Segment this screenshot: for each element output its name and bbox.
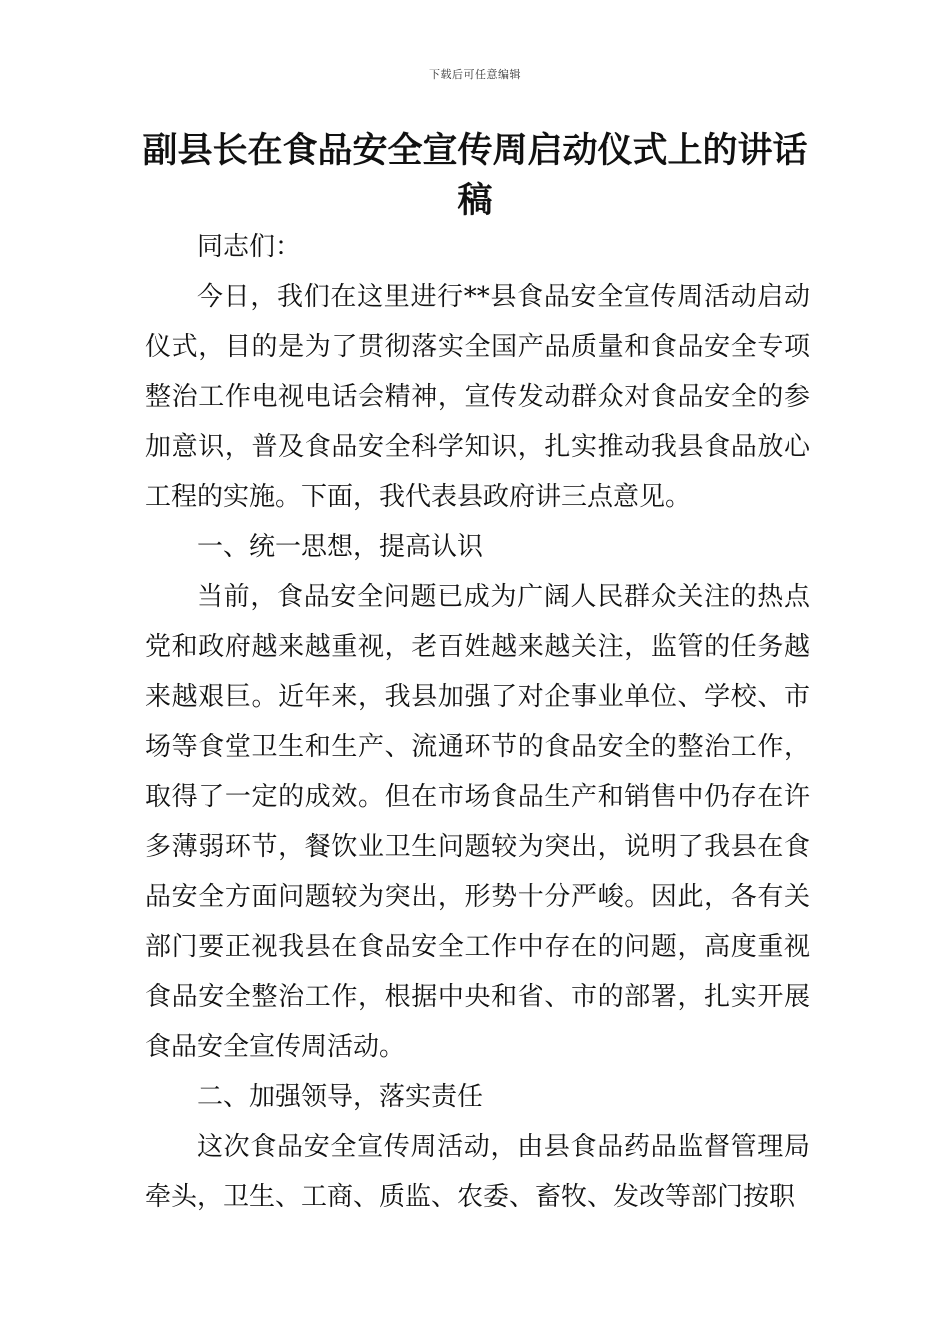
header-note: 下载后可任意编辑 — [429, 68, 521, 81]
document-body — [145, 222, 810, 1222]
greeting: 同志们： — [197, 232, 302, 262]
paragraph-section-2: 这次食品安全宣传周活动，由县食品药品监督管理局牵头，卫生、工商、质监、农委、畜牧、发改等部门按职 — [145, 1132, 810, 1212]
document-title: 副县长在食品安全宣传周启动仪式上的讲话稿 — [142, 131, 808, 221]
section-heading-2: 二、加强领导，落实责任 — [197, 1082, 484, 1112]
paragraph-intro: 今日，我们在这里进行**县食品安全宣传周活动启动仪式，目的是为了贯彻落实全国产品质量和食品安全专项整治工作电视电话会精神，宣传发动群众对食品安全的参加意识，普及食品安全科学知识，扎实推动我县食品放心工程的实施。下面，我代表县政府讲三点意见。 — [145, 282, 810, 512]
section-heading-1: 一、统一思想，提高认识 — [197, 532, 484, 562]
paragraph-section-1: 当前，食品安全问题已成为广阔人民群众关注的热点党和政府越来越重视，老百姓越来越关注，监管的任务越来越艰巨。近年来，我县加强了对企事业单位、学校、市场等食堂卫生和生产、流通环节的食品安全的整治工作，取得了一定的成效。但在市场食品生产和销售中仍存在许多薄弱环节，餐饮业卫生问题较为突出，说明了我县在食品安全方面问题较为突出，形势十分严峻。因此，各有关部门要正视我县在食品安全工作中存在的问题，高度重视食品安全整治工作，根据中央和省、市的部署，扎实开展食品安全宣传周活动。 — [145, 582, 810, 1062]
